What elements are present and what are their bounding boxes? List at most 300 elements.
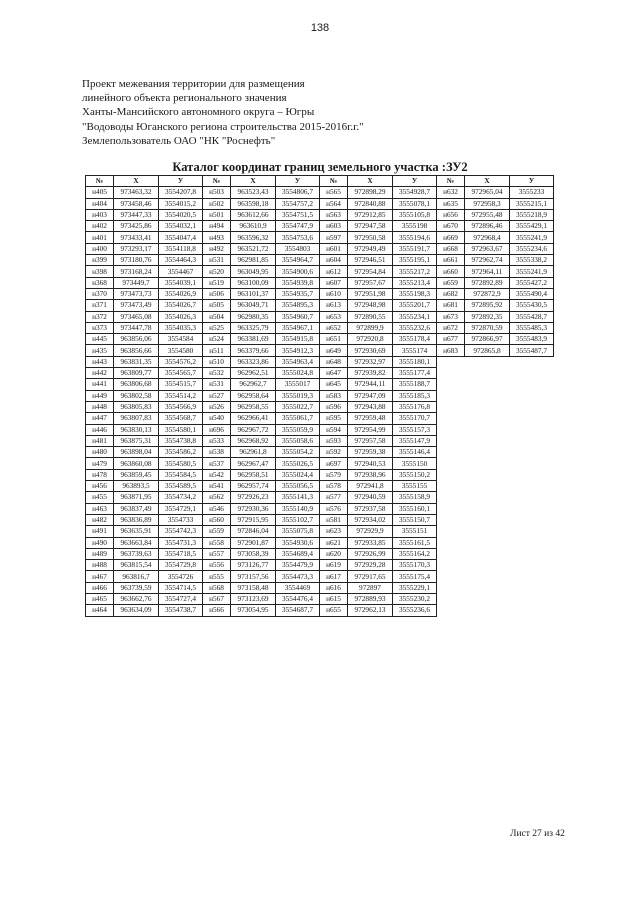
y-coordinate-cell: 3555056,5 [276,481,320,492]
y-coordinate-cell: 3554118,8 [159,243,203,254]
x-coordinate-cell: 972962,13 [348,605,393,616]
point-id-cell: н526 [203,401,231,412]
x-coordinate-cell: 972895,92 [465,300,510,311]
point-id-cell: н652 [320,322,348,333]
point-id-cell: н596 [320,401,348,412]
point-id-cell: н560 [203,514,231,525]
point-id-cell: н659 [437,277,465,288]
x-coordinate-cell: 972940,59 [348,492,393,503]
empty-cell [437,605,465,616]
y-coordinate-cell: 3554589,5 [159,481,203,492]
y-coordinate-cell: 3554015,2 [159,198,203,209]
x-coordinate-cell: 963523,43 [231,187,276,198]
point-id-cell: н467 [86,571,114,582]
y-coordinate-cell: 3554751,5 [276,209,320,220]
x-coordinate-cell: 973293,17 [114,243,159,254]
point-id-cell: н520 [203,266,231,277]
x-coordinate-cell: 963101,37 [231,288,276,299]
empty-cell [437,481,465,492]
y-coordinate-cell: 3555024,8 [276,368,320,379]
y-coordinate-cell: 3555176,8 [393,401,437,412]
x-coordinate-cell: 973447,78 [114,322,159,333]
x-coordinate-cell: 972943,88 [348,401,393,412]
x-coordinate-cell: 972870,59 [465,322,510,333]
empty-cell [465,514,510,525]
empty-cell [465,390,510,401]
point-id-cell: н370 [86,288,114,299]
x-coordinate-cell: 963662,76 [114,593,159,604]
table-row [86,458,554,469]
y-coordinate-cell: 3555185,3 [393,390,437,401]
y-coordinate-cell: 3555155 [393,481,437,492]
x-coordinate-cell: 972950,58 [348,232,393,243]
y-coordinate-cell: 3554900,6 [276,266,320,277]
y-coordinate-cell: 3554026,7 [159,300,203,311]
point-id-cell: н404 [86,198,114,209]
point-id-cell: н621 [320,537,348,548]
point-id-cell: н505 [203,300,231,311]
x-coordinate-cell: 972926,99 [348,548,393,559]
x-coordinate-cell: 962958,64 [231,390,276,401]
empty-cell [510,413,554,424]
y-coordinate-cell: 3554476,4 [276,593,320,604]
column-header: X [114,176,159,187]
table-row [86,334,554,345]
y-coordinate-cell: 3555229,1 [393,582,437,593]
x-coordinate-cell: 972947,09 [348,390,393,401]
y-coordinate-cell: 3555232,6 [393,322,437,333]
x-coordinate-cell: 963859,45 [114,469,159,480]
x-coordinate-cell: 973123,69 [231,593,276,604]
y-coordinate-cell: 3555024,4 [276,469,320,480]
y-coordinate-cell: 3554727,4 [159,593,203,604]
point-id-cell: н479 [86,458,114,469]
y-coordinate-cell: 3554047,4 [159,232,203,243]
y-coordinate-cell: 3554729,8 [159,560,203,571]
y-coordinate-cell: 3554566,9 [159,401,203,412]
y-coordinate-cell: 3554586,2 [159,447,203,458]
point-id-cell: н697 [320,458,348,469]
x-coordinate-cell: 973425,86 [114,221,159,232]
y-coordinate-cell: 3555151 [393,526,437,537]
empty-cell [465,582,510,593]
empty-cell [437,537,465,548]
y-coordinate-cell: 3554734,2 [159,492,203,503]
y-coordinate-cell: 3554731,3 [159,537,203,548]
empty-cell [510,548,554,559]
empty-cell [437,582,465,593]
point-id-cell: н597 [320,232,348,243]
point-id-cell: н478 [86,469,114,480]
x-coordinate-cell: 973458,46 [114,198,159,209]
table-row [86,413,554,424]
point-id-cell: н443 [86,356,114,367]
column-header: X [465,176,510,187]
x-coordinate-cell: 963898,04 [114,447,159,458]
y-coordinate-cell: 3554207,8 [159,187,203,198]
point-id-cell: н519 [203,277,231,288]
point-id-cell: н567 [203,593,231,604]
empty-cell [510,526,554,537]
x-coordinate-cell: 963381,69 [231,334,276,345]
x-coordinate-cell: 962958,55 [231,401,276,412]
point-id-cell: н579 [320,469,348,480]
point-id-cell: н447 [86,413,114,424]
column-header: У [276,176,320,187]
y-coordinate-cell: 3555338,2 [510,255,554,266]
point-id-cell: н601 [320,243,348,254]
x-coordinate-cell: 972954,84 [348,266,393,277]
x-coordinate-cell: 972933,85 [348,537,393,548]
x-coordinate-cell: 972929,9 [348,526,393,537]
y-coordinate-cell: 3554026,3 [159,311,203,322]
y-coordinate-cell: 3554039,1 [159,277,203,288]
y-coordinate-cell: 3554718,5 [159,548,203,559]
y-coordinate-cell: 3555147,9 [393,435,437,446]
x-coordinate-cell: 972897 [348,582,393,593]
table-row [86,447,554,458]
y-coordinate-cell: 3554928,7 [393,187,437,198]
point-id-cell: н455 [86,492,114,503]
table-row [86,390,554,401]
column-header: X [348,176,393,187]
x-coordinate-cell: 973433,41 [114,232,159,243]
y-coordinate-cell: 3555195,1 [393,255,437,266]
x-coordinate-cell: 972948,98 [348,300,393,311]
y-coordinate-cell: 3554935,7 [276,288,320,299]
x-coordinate-cell: 962962,7 [231,379,276,390]
empty-cell [465,560,510,571]
empty-cell [465,571,510,582]
x-coordinate-cell: 963521,72 [231,243,276,254]
x-coordinate-cell: 962958,51 [231,469,276,480]
x-coordinate-cell: 973157,56 [231,571,276,582]
point-id-cell: н672 [437,322,465,333]
y-coordinate-cell: 3555191,7 [393,243,437,254]
x-coordinate-cell: 972840,88 [348,198,393,209]
point-id-cell: н542 [203,469,231,480]
y-coordinate-cell: 3555146,4 [393,447,437,458]
table-row [86,187,554,198]
y-coordinate-cell: 3555158,9 [393,492,437,503]
y-coordinate-cell: 3554584 [159,334,203,345]
point-id-cell: н501 [203,209,231,220]
x-coordinate-cell: 972917,65 [348,571,393,582]
empty-cell [510,379,554,390]
empty-cell [510,514,554,525]
x-coordinate-cell: 963831,35 [114,356,159,367]
empty-cell [510,537,554,548]
point-id-cell: н620 [320,548,348,559]
point-id-cell: н594 [320,424,348,435]
x-coordinate-cell: 963049,71 [231,300,276,311]
empty-cell [510,582,554,593]
table-row [86,481,554,492]
point-id-cell: н661 [437,255,465,266]
empty-cell [465,379,510,390]
point-id-cell: н558 [203,537,231,548]
table-row [86,255,554,266]
y-coordinate-cell: 3554747,9 [276,221,320,232]
point-id-cell: н465 [86,593,114,604]
point-id-cell: н603 [320,221,348,232]
point-id-cell: н595 [320,413,348,424]
x-coordinate-cell: 972940,53 [348,458,393,469]
point-id-cell: н556 [203,560,231,571]
point-id-cell: н576 [320,503,348,514]
x-coordinate-cell: 972951,98 [348,288,393,299]
catalog-title: Каталог координат границ земельного участка :ЗУ2 [172,160,468,174]
empty-cell [465,503,510,514]
x-coordinate-cell: 963634,09 [114,605,159,616]
empty-cell [437,548,465,559]
empty-cell [510,469,554,480]
x-coordinate-cell: 972964,11 [465,266,510,277]
x-coordinate-cell: 972954,99 [348,424,393,435]
y-coordinate-cell: 3554742,3 [159,526,203,537]
x-coordinate-cell: 963805,83 [114,401,159,412]
y-coordinate-cell: 3554568,7 [159,413,203,424]
empty-cell [437,447,465,458]
x-coordinate-cell: 963830,13 [114,424,159,435]
table-row [86,300,554,311]
point-id-cell: н399 [86,255,114,266]
point-id-cell: н562 [203,492,231,503]
empty-cell [437,526,465,537]
point-id-cell: н403 [86,209,114,220]
y-coordinate-cell: 3555234,6 [510,243,554,254]
point-id-cell: н565 [320,187,348,198]
x-coordinate-cell: 973449,7 [114,277,159,288]
column-header: У [393,176,437,187]
y-coordinate-cell: 3554960,7 [276,311,320,322]
empty-cell [437,593,465,604]
point-id-cell: н490 [86,537,114,548]
empty-cell [465,435,510,446]
point-id-cell: н564 [320,198,348,209]
y-coordinate-cell: 3554565,7 [159,368,203,379]
empty-cell [510,401,554,412]
empty-cell [510,390,554,401]
point-id-cell: н655 [320,605,348,616]
x-coordinate-cell: 972890,55 [348,311,393,322]
y-coordinate-cell: 3555061,7 [276,413,320,424]
x-coordinate-cell: 962981,85 [231,255,276,266]
point-id-cell: н610 [320,288,348,299]
table-row [86,322,554,333]
point-id-cell: н632 [437,187,465,198]
y-coordinate-cell: 3554963,4 [276,356,320,367]
x-coordinate-cell: 972932,97 [348,356,393,367]
y-coordinate-cell: 3554469 [276,582,320,593]
y-coordinate-cell: 3555188,7 [393,379,437,390]
y-coordinate-cell: 3555485,3 [510,322,554,333]
y-coordinate-cell: 3555198,3 [393,288,437,299]
y-coordinate-cell: 3555490,4 [510,288,554,299]
point-id-cell: н578 [320,481,348,492]
x-coordinate-cell: 972958,3 [465,198,510,209]
x-coordinate-cell: 973463,32 [114,187,159,198]
page-number: 138 [310,22,330,34]
point-id-cell: н581 [320,514,348,525]
point-id-cell: н442 [86,368,114,379]
point-id-cell: н480 [86,447,114,458]
point-id-cell: н463 [86,503,114,514]
y-coordinate-cell: 3555078,1 [393,198,437,209]
x-coordinate-cell: 973054,95 [231,605,276,616]
point-id-cell: н677 [437,334,465,345]
point-id-cell: н538 [203,447,231,458]
point-id-cell: н623 [320,526,348,537]
column-header: № [320,176,348,187]
y-coordinate-cell: 3554964,7 [276,255,320,266]
table-row [86,548,554,559]
point-id-cell: н537 [203,458,231,469]
point-id-cell: н533 [203,435,231,446]
y-coordinate-cell: 3555058,6 [276,435,320,446]
y-coordinate-cell: 3555150,2 [393,469,437,480]
y-coordinate-cell: 3555177,4 [393,368,437,379]
point-id-cell: н673 [437,311,465,322]
x-coordinate-cell: 972957,67 [348,277,393,288]
x-coordinate-cell: 963610,9 [231,221,276,232]
y-coordinate-cell: 3555194,6 [393,232,437,243]
point-id-cell: н398 [86,266,114,277]
point-id-cell: н464 [86,605,114,616]
y-coordinate-cell: 3555427,2 [510,277,554,288]
header-line: "Водоводы Юганского региона строительства 2015-2016г.г." [82,120,364,133]
x-coordinate-cell: 972963,67 [465,243,510,254]
point-id-cell: н373 [86,322,114,333]
empty-cell [465,424,510,435]
point-id-cell: н592 [320,447,348,458]
x-coordinate-cell: 972920,8 [348,334,393,345]
x-coordinate-cell: 963598,18 [231,198,276,209]
x-coordinate-cell: 972955,48 [465,209,510,220]
x-coordinate-cell: 963635,91 [114,526,159,537]
point-id-cell: н489 [86,548,114,559]
y-coordinate-cell: 3555170,3 [393,560,437,571]
x-coordinate-cell: 972896,46 [465,221,510,232]
empty-cell [510,503,554,514]
header-line: Ханты-Мансийского автономного округа – Югры [82,106,315,119]
y-coordinate-cell: 3554580,5 [159,458,203,469]
empty-cell [510,435,554,446]
point-id-cell: н504 [203,311,231,322]
point-id-cell: н647 [320,368,348,379]
point-id-cell: н466 [86,582,114,593]
x-coordinate-cell: 972965,04 [465,187,510,198]
empty-cell [437,571,465,582]
empty-cell [437,469,465,480]
y-coordinate-cell: 3555026,5 [276,458,320,469]
point-id-cell: н613 [320,300,348,311]
point-id-cell: н511 [203,345,231,356]
point-id-cell: н669 [437,232,465,243]
empty-cell [510,447,554,458]
table-row [86,593,554,604]
empty-cell [465,605,510,616]
y-coordinate-cell: 3555234,1 [393,311,437,322]
y-coordinate-cell: 3554803 [276,243,320,254]
empty-cell [465,537,510,548]
y-coordinate-cell: 3555241,9 [510,232,554,243]
point-id-cell: н445 [86,334,114,345]
x-coordinate-cell: 963837,49 [114,503,159,514]
x-coordinate-cell: 973180,76 [114,255,159,266]
x-coordinate-cell: 963875,31 [114,435,159,446]
point-id-cell: н604 [320,255,348,266]
point-id-cell: н491 [86,526,114,537]
x-coordinate-cell: 972892,35 [465,311,510,322]
point-id-cell: н456 [86,481,114,492]
y-coordinate-cell: 3555217,2 [393,266,437,277]
x-coordinate-cell: 972915,95 [231,514,276,525]
x-coordinate-cell: 972865,8 [465,345,510,356]
point-id-cell: н540 [203,413,231,424]
y-coordinate-cell: 3554738,7 [159,605,203,616]
table-row [86,198,554,209]
header-line: Проект межевания территории для размещения [82,78,305,90]
y-coordinate-cell: 3555483,9 [510,334,554,345]
y-coordinate-cell: 3554473,3 [276,571,320,582]
y-coordinate-cell: 3554464,3 [159,255,203,266]
x-coordinate-cell: 972937,58 [348,503,393,514]
y-coordinate-cell: 3554515,7 [159,379,203,390]
x-coordinate-cell: 962957,74 [231,481,276,492]
x-coordinate-cell: 963856,06 [114,334,159,345]
y-coordinate-cell: 3555178,4 [393,334,437,345]
x-coordinate-cell: 972889,93 [348,593,393,604]
y-coordinate-cell: 3555233 [510,187,554,198]
y-coordinate-cell: 3555218,9 [510,209,554,220]
point-id-cell: н555 [203,571,231,582]
point-id-cell: н402 [86,221,114,232]
point-id-cell: н651 [320,334,348,345]
empty-cell [437,503,465,514]
empty-cell [510,571,554,582]
x-coordinate-cell: 962967,72 [231,424,276,435]
y-coordinate-cell: 3554584,5 [159,469,203,480]
x-coordinate-cell: 963612,66 [231,209,276,220]
empty-cell [437,435,465,446]
table-row [86,582,554,593]
x-coordinate-cell: 972944,11 [348,379,393,390]
y-coordinate-cell: 3554729,1 [159,503,203,514]
table-row [86,209,554,220]
x-coordinate-cell: 963663,84 [114,537,159,548]
x-coordinate-cell: 972930,36 [231,503,276,514]
x-coordinate-cell: 962962,51 [231,368,276,379]
document-header [82,77,562,148]
x-coordinate-cell: 963049,95 [231,266,276,277]
point-id-cell: н612 [320,266,348,277]
y-coordinate-cell: 3554714,5 [159,582,203,593]
point-id-cell: н617 [320,571,348,582]
y-coordinate-cell: 3554479,9 [276,560,320,571]
y-coordinate-cell: 3554035,3 [159,322,203,333]
empty-cell [437,356,465,367]
table-row [86,356,554,367]
y-coordinate-cell: 3555022,7 [276,401,320,412]
x-coordinate-cell: 973158,48 [231,582,276,593]
y-coordinate-cell: 3555430,5 [510,300,554,311]
x-coordinate-cell: 973473,73 [114,288,159,299]
y-coordinate-cell: 3555487,7 [510,345,554,356]
empty-cell [510,492,554,503]
y-coordinate-cell: 3555215,1 [510,198,554,209]
y-coordinate-cell: 3554939,8 [276,277,320,288]
